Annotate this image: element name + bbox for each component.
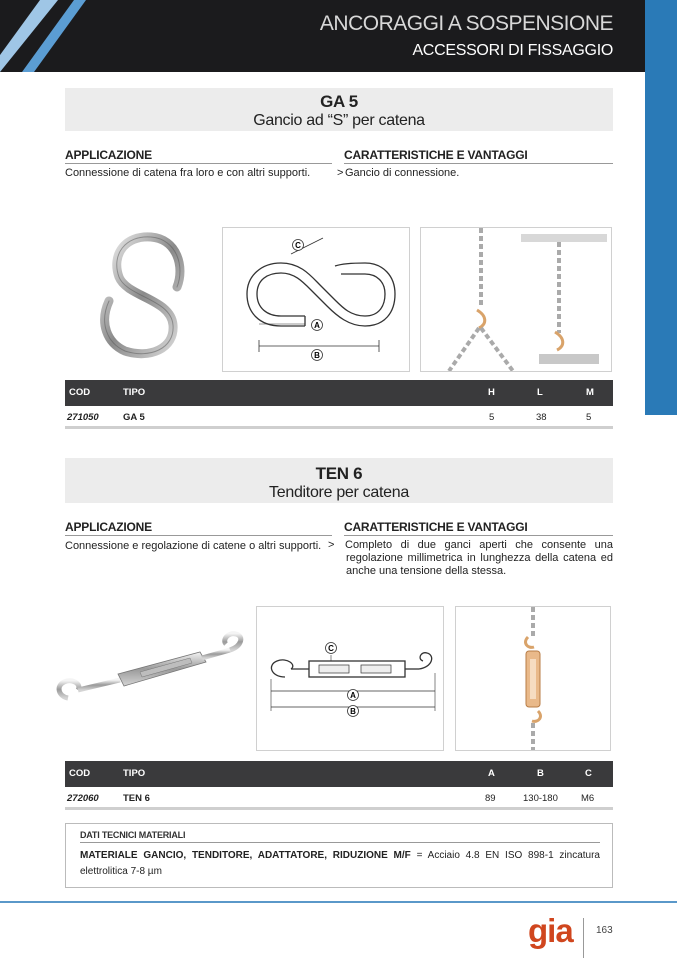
col-tipo: TIPO [123,387,146,398]
features-heading: CARATTERISTICHE E VANTAGGI [344,520,613,536]
features-text: Completo di due ganci aperti che consente una regolazione millimetrica in lunghezza della catena ed anche una tensione della stessa. [345,539,613,577]
row-h: 5 [489,412,495,423]
row-tipo: TEN 6 [123,793,150,804]
page-header [0,0,645,72]
product-table-header [65,380,613,406]
features-heading: CARATTERISTICHE E VANTAGGI [344,148,613,164]
s-hook-drawing [223,228,409,371]
col-l: L [537,387,543,398]
row-tipo: GA 5 [123,412,145,423]
diagram-label-c: C [328,644,334,653]
col-m: M [586,387,594,398]
header-subcategory: ACCESSORI DI FISSAGGIO [412,42,613,59]
materials-title: DATI TECNICI MATERIALI [80,830,600,843]
features-bullet: > [337,167,344,179]
chain-illustration [421,228,611,371]
row-b: 130-180 [523,793,558,804]
table-row [65,788,613,810]
materials-spec: = Acciaio 4.8 EN ISO 898-1 zincatura elettrolitica 7-8 µm [80,850,600,877]
application-text: Connessione di catena fra loro e con altri supporti. [65,167,311,179]
row-m: 5 [586,412,592,423]
brand-logo: gia [528,912,573,949]
header-category: ANCORAGGI A SOSPENSIONE [319,12,613,35]
product-name: Tenditore per catena [269,484,409,501]
product-title-box [65,88,613,131]
application-text: Connessione e regolazione di catene o altri supporti. [65,540,322,552]
row-a: 89 [485,793,496,804]
product-name: Gancio ad “S” per catena [253,112,425,129]
col-h: H [488,387,495,398]
col-a: A [488,768,495,779]
features-bullet: > [328,539,335,551]
col-c: C [585,768,592,779]
s-hook-photo [85,225,205,365]
turnbuckle-application-photo [455,606,611,751]
application-heading: APPLICAZIONE [65,520,332,536]
row-cod: 272060 [67,793,99,804]
features-text: Gancio di connessione. [345,167,460,179]
s-hook-application-photo [420,227,612,372]
col-cod: COD [69,387,91,398]
turnbuckle-photo [50,630,250,710]
s-hook-diagram [222,227,410,372]
materials-box [65,823,613,888]
product-code: GA 5 [320,92,358,111]
chain-turnbuckle-illustration [456,607,610,750]
col-tipo: TIPO [123,768,146,779]
materials-text [80,848,600,880]
table-row [65,407,613,429]
row-l: 38 [536,412,547,423]
features-item [328,539,613,578]
col-cod: COD [69,768,91,779]
header-stripes [0,0,120,72]
product-title-box [65,458,613,503]
features-item [337,167,613,180]
page-number: 163 [596,925,613,936]
row-cod: 271050 [67,412,99,423]
materials-label: MATERIALE GANCIO, TENDITORE, ADATTATORE, RIDUZIONE M/F [80,850,411,861]
col-b: B [537,768,544,779]
diagram-label-a: A [350,691,356,700]
side-tab [645,0,677,415]
row-c: M6 [581,793,595,804]
turnbuckle-drawing [257,607,443,750]
footer-separator [583,918,584,958]
diagram-label-b: B [314,351,320,360]
product-code: TEN 6 [315,464,363,483]
diagram-label-c: C [295,241,301,250]
product-table-header [65,761,613,787]
turnbuckle-diagram [256,606,444,751]
diagram-label-b: B [350,707,356,716]
application-heading: APPLICAZIONE [65,148,332,164]
diagram-label-a: A [314,321,320,330]
footer-line [0,901,677,903]
